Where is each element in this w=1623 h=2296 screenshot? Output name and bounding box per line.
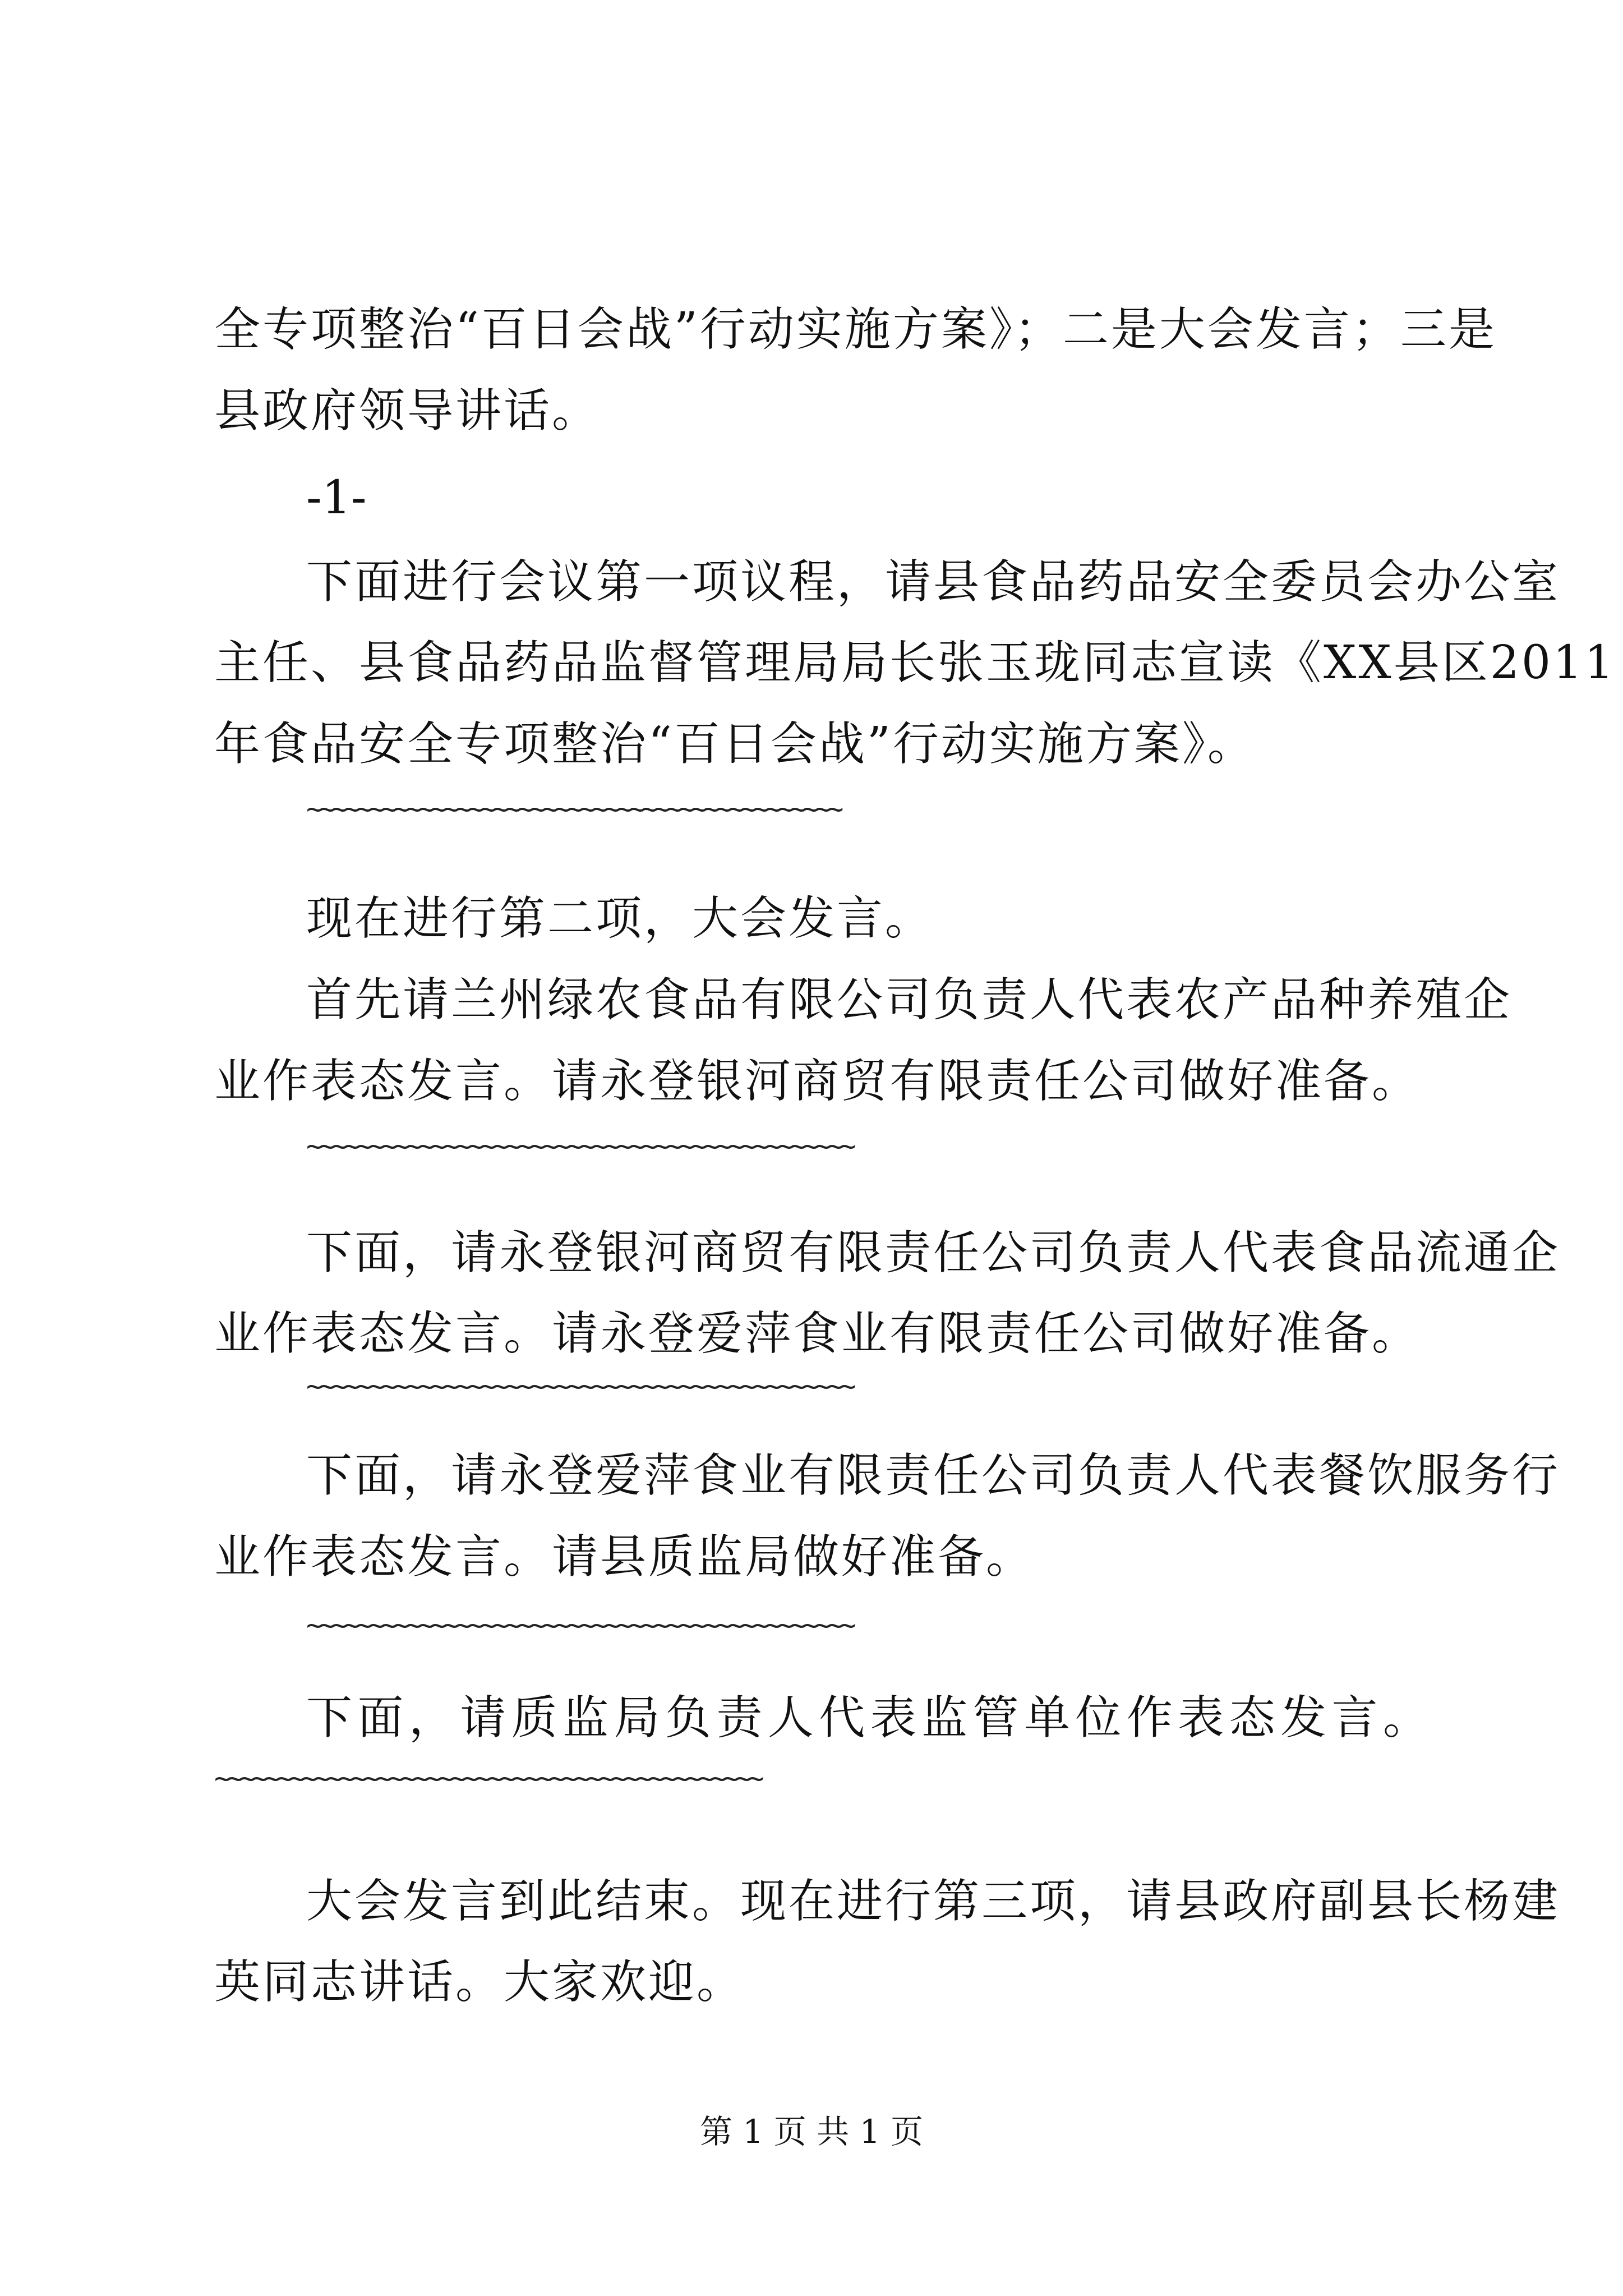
body-text-line: 下面，请永登银河商贸有限责任公司负责人代表食品流通企 [306, 1226, 1561, 1280]
tilde-separator: ~~~~~~~~~~~~~~~~~~~~~~~~~~~~~~~~~~~~~~~~~~~~ [306, 1609, 852, 1641]
body-text-line: 县政府领导讲话。 [214, 384, 601, 438]
body-text-line: 现在进行第二项，大会发言。 [306, 892, 934, 945]
tilde-separator: ~~~~~~~~~~~~~~~~~~~~~~~~~~~~~~~~~~~~~~~~~~~~ [306, 1130, 852, 1162]
tilde-separator: ~~~~~~~~~~~~~~~~~~~~~~~~~~~~~~~~~~~~~~~~~~~~ [214, 1762, 760, 1795]
body-text-line: 下面，请永登爱萍食业有限责任公司负责人代表餐饮服务行 [306, 1449, 1561, 1502]
body-text-line: 主任、县食品药品监督管理局局长张玉珑同志宣读《XX县区2011 [214, 636, 1616, 689]
body-text-line: 业作表态发言。请永登爱萍食业有限责任公司做好准备。 [214, 1307, 1421, 1360]
page-footer: 第 1 页 共 1 页 [700, 2113, 923, 2151]
body-text-line: 首先请兰州绿农食品有限公司负责人代表农产品种养殖企 [306, 973, 1513, 1027]
body-text-line: 英同志讲话。大家欢迎。 [214, 1955, 745, 2009]
tilde-separator: ~~~~~~~~~~~~~~~~~~~~~~~~~~~~~~~~~~~~~~~~~~~~ [306, 1370, 852, 1402]
body-text-line: 下面进行会议第一项议程，请县食品药品安全委员会办公室 [306, 555, 1561, 609]
body-text-line: 业作表态发言。请县质监局做好准备。 [214, 1530, 1035, 1584]
page-marker: -1- [306, 471, 367, 524]
tilde-separator: ~~~~~~~~~~~~~~~~~~~~~~~~~~~~~~~~~~~~~~~~~~~ [306, 793, 840, 825]
body-text-line: 全专项整治“百日会战”行动实施方案》；二是大会发言；三是 [214, 303, 1497, 356]
body-text-line: 下面，请质监局负责人代表监管单位作表态发言。 [306, 1691, 1431, 1745]
body-text-line: 年食品安全专项整治“百日会战”行动实施方案》。 [214, 717, 1256, 771]
body-text-line: 大会发言到此结束。现在进行第三项，请县政府副县长杨建 [306, 1875, 1561, 1928]
body-text-line: 业作表态发言。请永登银河商贸有限责任公司做好准备。 [214, 1055, 1421, 1108]
